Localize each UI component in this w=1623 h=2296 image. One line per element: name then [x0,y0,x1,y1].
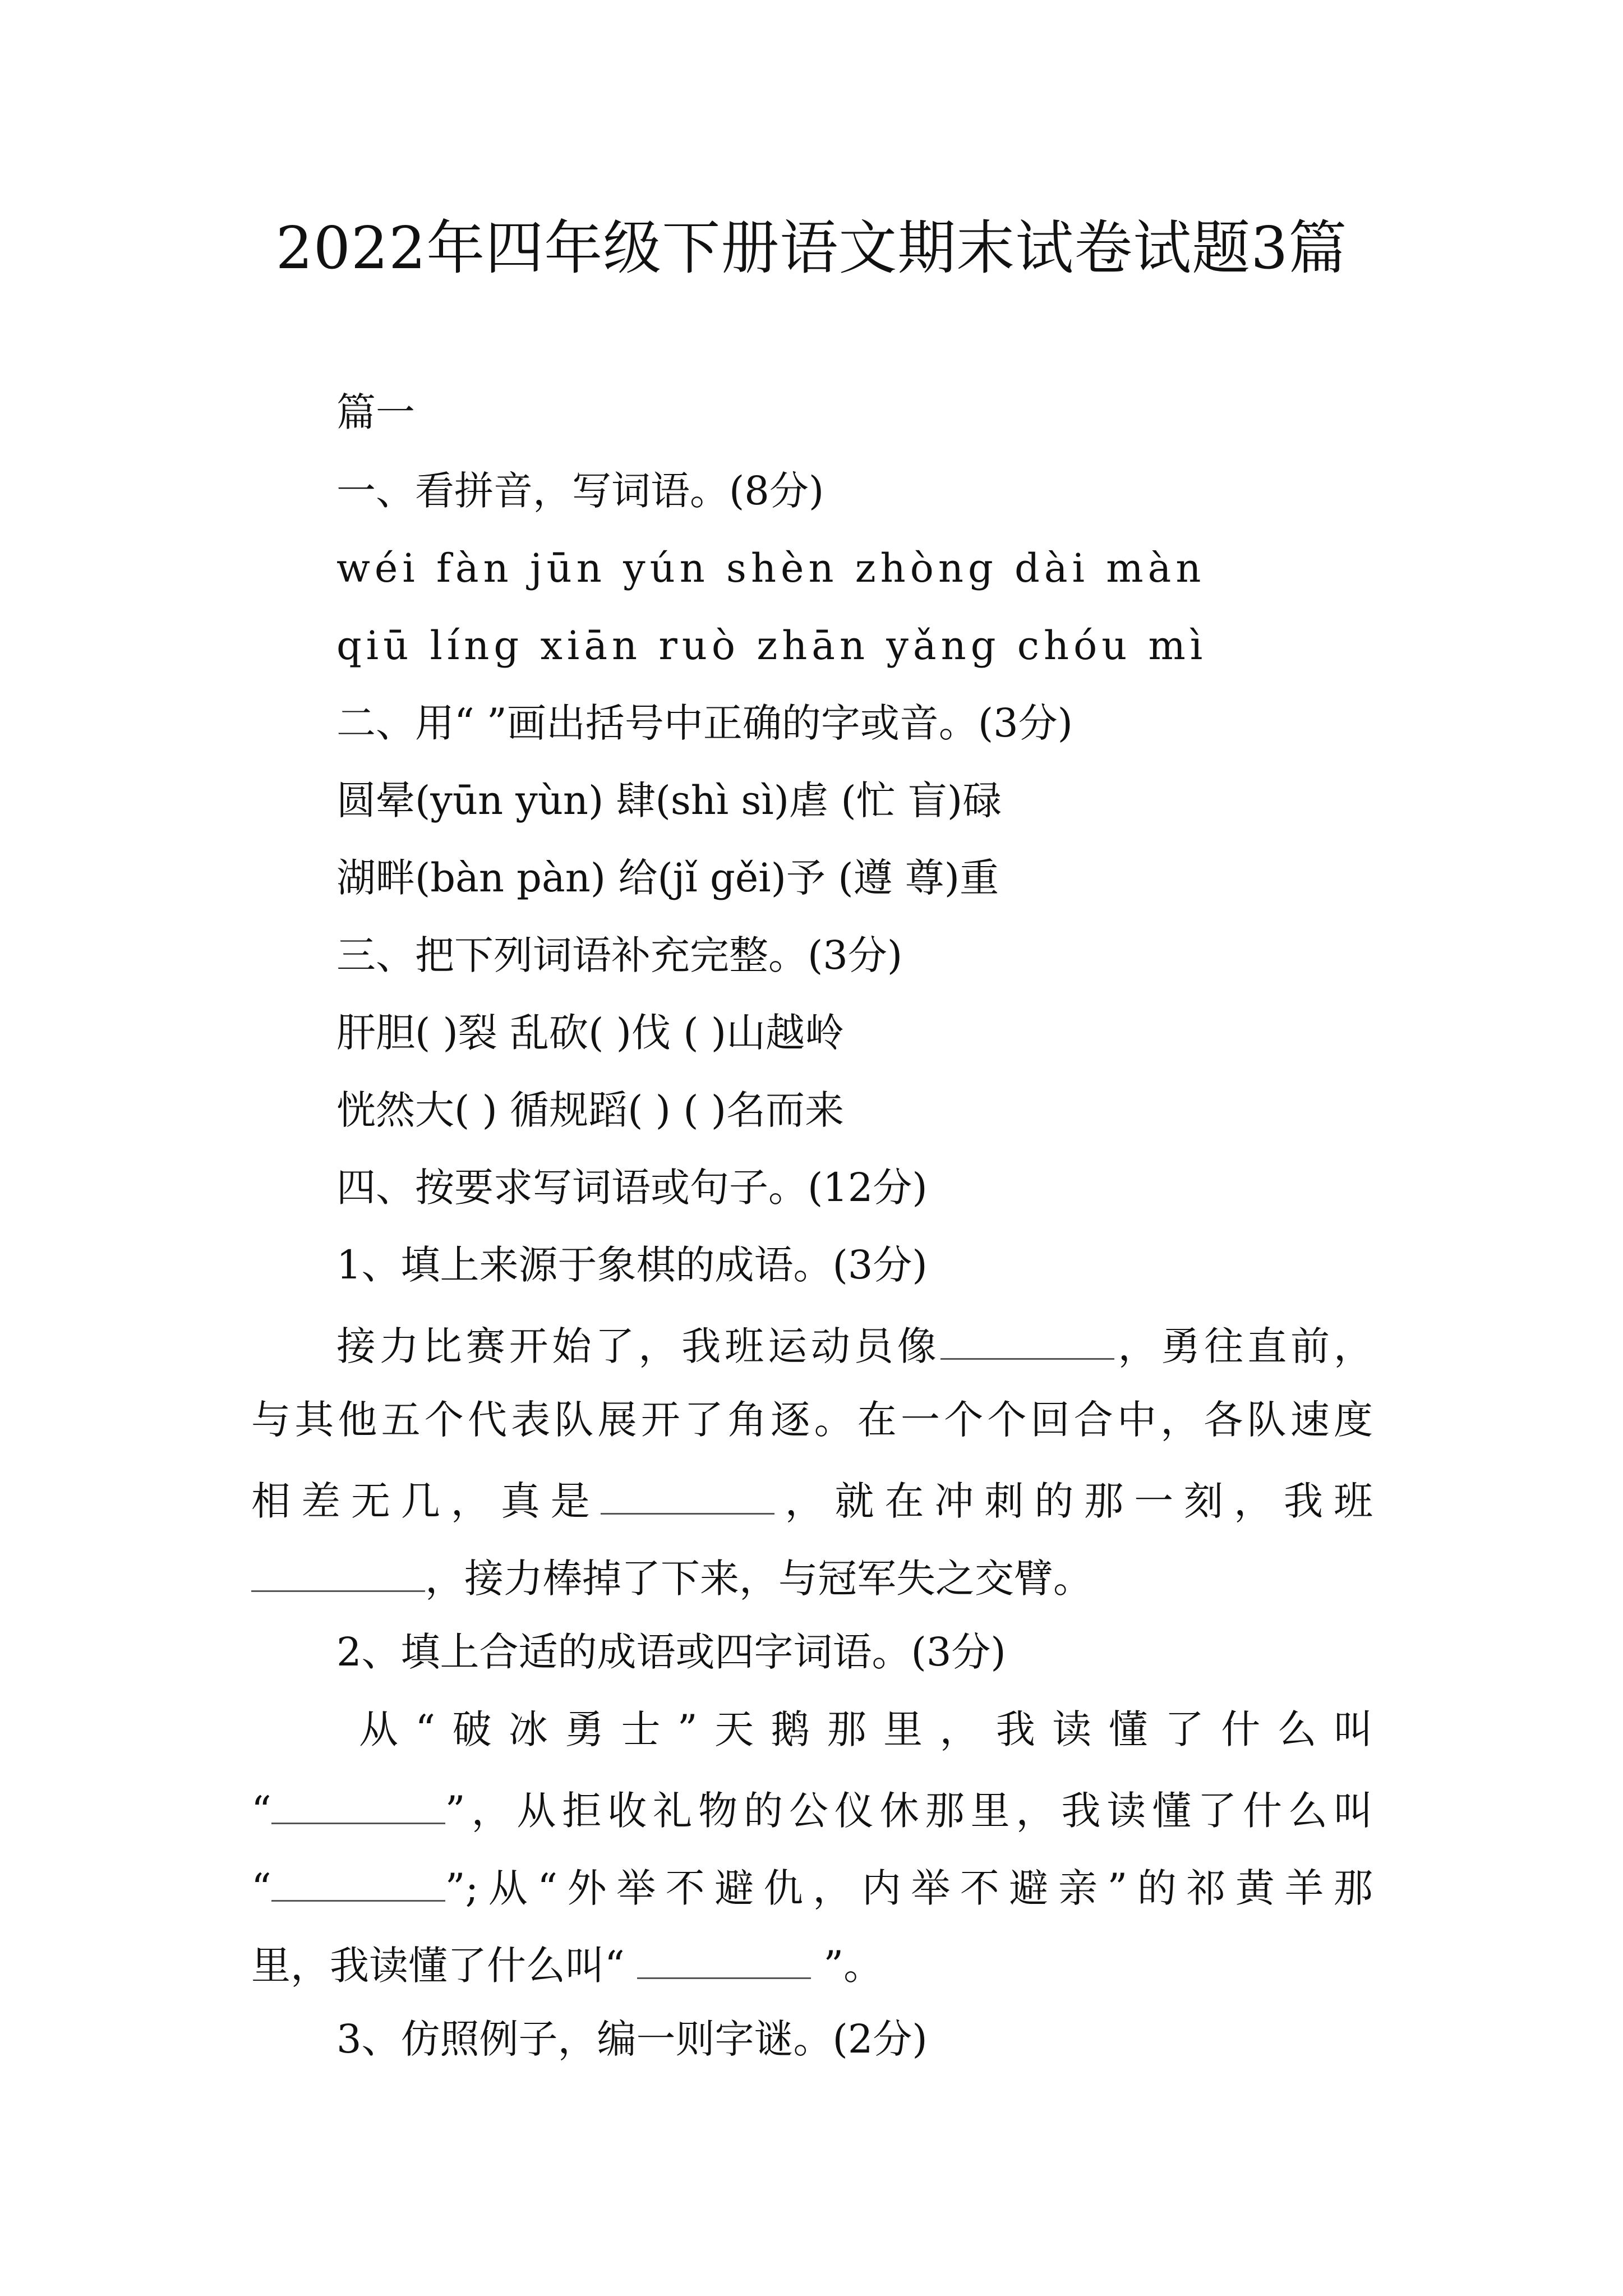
q3-row2: 恍然大( ) 循规蹈( ) ( )名而来 [336,1087,845,1133]
q4-sub2-line4 [251,1942,883,1989]
q4-heading: 四、按要求写词语或句子。(12分) [336,1165,928,1211]
q4-sub1-line4 [251,1555,1092,1602]
q4-sub2-line3 [251,1865,1373,1911]
answer-blank[interactable] [601,1478,774,1515]
q4-sub2-heading: 2、填上合适的成语或四字词语。(3分) [336,1629,1006,1675]
q4-sub2-text: 里，我读懂了什么叫“ [251,1943,625,1989]
q4-sub2-line2 [251,1787,1373,1834]
q4-sub2-text: ”;从“外举不避仇，内举不避亲”的祁黄羊那 [445,1865,1373,1911]
document-title: 2022年四年级下册语文期末试卷试题3篇 [275,214,1348,282]
q4-sub1-line2: 与其他五个代表队展开了角逐。在一个个回合中，各队速度 [251,1397,1373,1443]
q2-row2: 湖畔(bàn pàn) 给(jǐ gěi)予 (遵 尊)重 [336,855,999,901]
q4-sub2-text: “ [251,1788,271,1834]
q4-sub1-text: ，就在冲刺的那一刻，我班 [774,1478,1373,1524]
q4-sub1-text: 相差无几，真是 [251,1478,601,1524]
q4-sub1-line1 [336,1323,1373,1369]
q4-sub1-line3 [251,1478,1373,1524]
q2-heading: 二、用“ ”画出括号中正确的字或音。(3分) [336,700,1073,746]
answer-blank[interactable] [271,1787,445,1824]
q4-sub2-text: ”，从拒收礼物的公仪休那里，我读懂了什么叫 [445,1788,1373,1834]
q4-sub2-text: ”。 [823,1943,883,1989]
q4-sub1-heading: 1、填上来源于象棋的成语。(3分) [336,1242,928,1288]
q4-sub2-text: “ [251,1865,271,1911]
answer-blank[interactable] [271,1865,445,1902]
q2-row1: 圆晕(yūn yùn) 肆(shì sì)虐 (忙 盲)碌 [336,777,1002,823]
q4-sub1-text: ，勇往直前， [1114,1323,1373,1369]
q3-row1: 肝胆( )裂 乱砍( )伐 ( )山越岭 [336,1010,845,1056]
q1-heading: 一、看拼音，写词语。(8分) [336,468,824,514]
answer-blank[interactable] [940,1323,1114,1360]
q1-pinyin-row1: wéi fàn jūn yún shèn zhòng dài màn [336,545,1206,591]
answer-blank[interactable] [251,1555,425,1592]
q3-heading: 三、把下列词语补充完整。(3分) [336,932,903,978]
section-label: 篇一 [336,389,415,435]
q4-sub2-line1: 从“破冰勇士”天鹅那里，我读懂了什么叫 [359,1706,1373,1752]
q4-sub1-text: ，接力棒掉了下来，与冠军失之交臂。 [425,1556,1092,1602]
q4-sub1-text: 接力比赛开始了，我班运动员像 [336,1323,940,1369]
q4-sub3-heading: 3、仿照例子，编一则字谜。(2分) [336,2016,928,2062]
answer-blank[interactable] [637,1942,811,1979]
q1-pinyin-row2: qiū líng xiān ruò zhān yǎng chóu mì [336,623,1207,669]
